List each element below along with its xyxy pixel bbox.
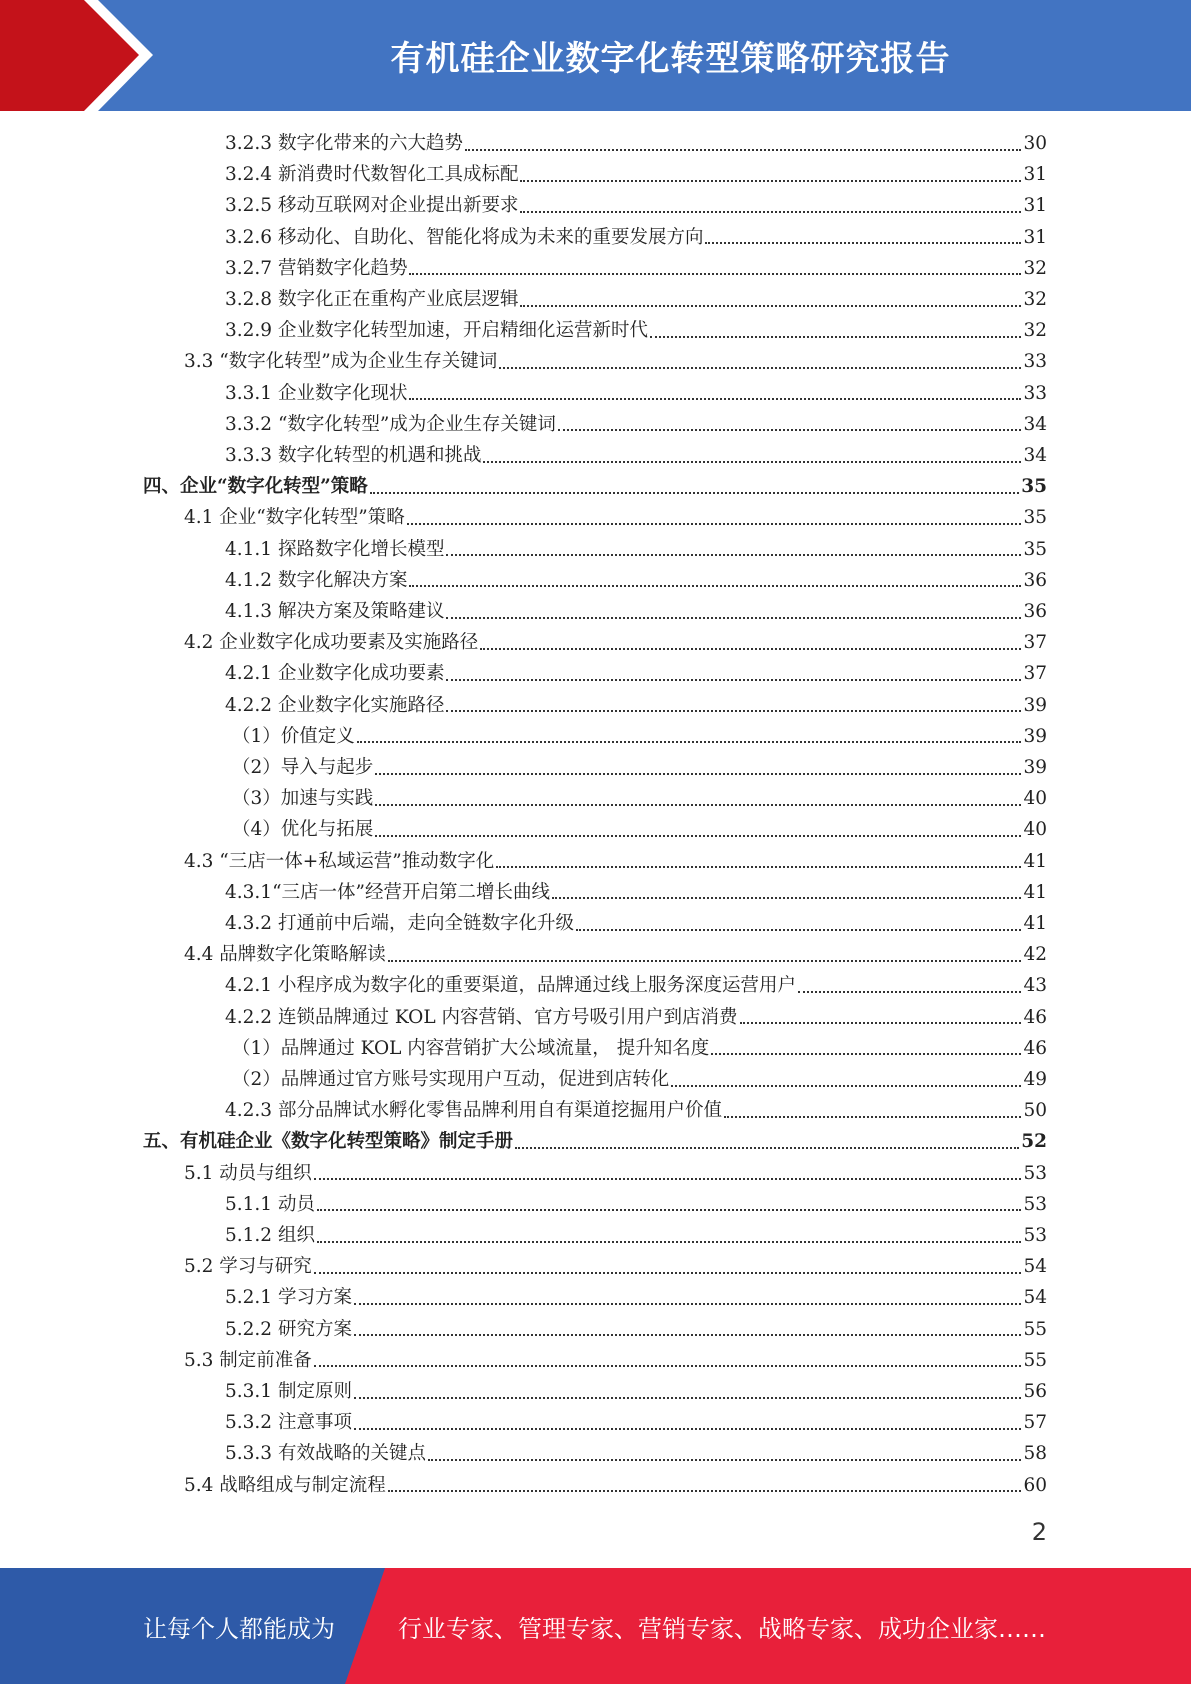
toc-entry-title: 四、企业“数字化转型”策略 bbox=[143, 476, 368, 498]
toc-entry-title: 4.3.2 打通前中后端，走向全链数字化升级 bbox=[225, 913, 574, 934]
toc-entry-title: 4.3 “三店一体+私域运营”推动数字化 bbox=[184, 850, 495, 872]
toc-entry-page: 39 bbox=[1023, 757, 1047, 778]
toc-dot-leader bbox=[711, 1053, 1021, 1055]
toc-dot-leader bbox=[724, 1116, 1021, 1118]
toc-entry-title: 4.1.2 数字化解决方案 bbox=[225, 569, 408, 591]
toc-entry-page: 33 bbox=[1023, 382, 1047, 404]
toc-dot-leader bbox=[558, 429, 1022, 431]
toc-entry-title: 3.3 “数字化转型”成为企业生存关键词 bbox=[184, 351, 498, 373]
toc-entry-title: 3.3.2 “数字化转型”成为企业生存关键词 bbox=[225, 413, 556, 435]
toc-entry-title: 4.2 企业数字化成功要素及实施路径 bbox=[184, 632, 479, 654]
toc-dot-leader bbox=[354, 1334, 1022, 1336]
toc-entry-page: 31 bbox=[1023, 164, 1047, 186]
toc-entry[interactable] bbox=[225, 378, 1047, 409]
toc-entry-title: 5.3.1 制定原则 bbox=[225, 1381, 352, 1402]
toc-entry-title: 4.1.3 解决方案及策略建议 bbox=[225, 601, 445, 622]
toc-dot-leader bbox=[317, 1241, 1022, 1243]
toc-entry[interactable] bbox=[184, 1470, 1047, 1501]
toc-entry-page: 39 bbox=[1023, 725, 1047, 747]
toc-entry-page: 41 bbox=[1023, 850, 1047, 872]
toc-entry-title: 3.2.7 营销数字化趋势 bbox=[225, 257, 408, 279]
toc-entry-title: 5.3.2 注意事项 bbox=[225, 1412, 352, 1434]
toc-entry-title: 3.3.1 企业数字化现状 bbox=[225, 382, 408, 404]
toc-entry[interactable] bbox=[225, 128, 1047, 159]
toc-entry-page: 54 bbox=[1023, 1256, 1047, 1278]
toc-entry-page: 53 bbox=[1023, 1193, 1047, 1215]
toc-dot-leader bbox=[798, 991, 1021, 993]
toc-entry-title: 4.2.2 连锁品牌通过 KOL 内容营销、官方号吸引用户到店消费 bbox=[225, 1006, 738, 1028]
toc-entry[interactable] bbox=[225, 565, 1047, 596]
toc-dot-leader bbox=[650, 336, 1021, 338]
toc-entry[interactable] bbox=[184, 627, 1047, 658]
toc-entry-title: 5.3.3 有效战略的关键点 bbox=[225, 1443, 426, 1465]
toc-entry-page: 53 bbox=[1023, 1162, 1047, 1184]
toc-entry-page: 39 bbox=[1023, 694, 1047, 716]
toc-entry-page: 32 bbox=[1023, 257, 1047, 279]
toc-dot-leader bbox=[409, 273, 1021, 275]
toc-entry-title: 5.4 战略组成与制定流程 bbox=[184, 1474, 386, 1496]
toc-entry-title: 4.2.3 部分品牌试水孵化零售品牌利用自有渠道挖掘用户价值 bbox=[225, 1100, 722, 1122]
toc-entry-page: 33 bbox=[1023, 351, 1047, 373]
toc-entry[interactable] bbox=[225, 440, 1047, 471]
toc-entry[interactable] bbox=[225, 596, 1047, 627]
toc-dot-leader bbox=[357, 741, 1022, 743]
toc-entry-title: 5.2 学习与研究 bbox=[184, 1256, 312, 1278]
toc-entry-page: 37 bbox=[1023, 632, 1047, 654]
toc-entry[interactable] bbox=[184, 502, 1047, 533]
toc-entry-title: 3.2.5 移动互联网对企业提出新要求 bbox=[225, 195, 519, 217]
toc-dot-leader bbox=[520, 305, 1021, 307]
toc-entry-title: （2）导入与起步 bbox=[232, 757, 374, 778]
toc-entry[interactable] bbox=[225, 970, 1047, 1001]
toc-entry-page: 31 bbox=[1023, 226, 1047, 248]
toc-entry[interactable] bbox=[232, 814, 1047, 845]
toc-entry-title: 5.3 制定前准备 bbox=[184, 1349, 312, 1371]
toc-entry[interactable] bbox=[225, 1002, 1047, 1033]
toc-dot-leader bbox=[314, 1272, 1022, 1274]
toc-entry[interactable] bbox=[232, 1033, 1047, 1064]
toc-entry[interactable] bbox=[232, 1064, 1047, 1095]
toc-entry-title: 5.2.2 研究方案 bbox=[225, 1318, 352, 1340]
toc-entry-title: 4.3.1“三店一体”经营开启第二增长曲线 bbox=[225, 881, 550, 903]
page-number: 2 bbox=[1031, 1518, 1047, 1546]
toc-dot-leader bbox=[496, 866, 1021, 868]
toc-entry[interactable] bbox=[225, 284, 1047, 315]
toc-entry-page: 31 bbox=[1023, 195, 1047, 217]
toc-entry-page: 32 bbox=[1023, 320, 1047, 342]
toc-entry[interactable] bbox=[225, 1438, 1047, 1469]
toc-entry-title: 4.2.2 企业数字化实施路径 bbox=[225, 694, 445, 716]
toc-entry-title: 4.1.1 探路数字化增长模型 bbox=[225, 538, 445, 560]
toc-entry-page: 34 bbox=[1023, 413, 1047, 435]
footer-banner bbox=[0, 1568, 1191, 1684]
toc-entry[interactable] bbox=[225, 1282, 1047, 1313]
toc-dot-leader bbox=[407, 523, 1022, 525]
toc-entry[interactable] bbox=[143, 1126, 1047, 1157]
toc-dot-leader bbox=[515, 1147, 1019, 1149]
toc-entry[interactable] bbox=[184, 346, 1047, 377]
toc-entry-title: （4）优化与拓展 bbox=[232, 819, 374, 841]
toc-entry[interactable] bbox=[225, 1220, 1047, 1251]
toc-dot-leader bbox=[375, 835, 1021, 837]
toc-dot-leader bbox=[428, 1459, 1021, 1461]
toc-entry-title: （1）品牌通过 KOL 内容营销扩大公域流量， 提升知名度 bbox=[232, 1037, 710, 1059]
toc-entry-page: 60 bbox=[1023, 1474, 1047, 1496]
toc-entry[interactable] bbox=[225, 1376, 1047, 1407]
toc-entry[interactable] bbox=[225, 1095, 1047, 1126]
toc-entry-title: 3.2.4 新消费时代数智化工具成标配 bbox=[225, 164, 519, 186]
toc-entry-page: 34 bbox=[1023, 445, 1047, 466]
toc-entry-page: 41 bbox=[1023, 913, 1047, 934]
toc-entry-page: 52 bbox=[1021, 1131, 1047, 1153]
toc-entry-page: 55 bbox=[1023, 1318, 1047, 1340]
toc-entry-page: 46 bbox=[1023, 1006, 1047, 1028]
toc-entry-title: （1）价值定义 bbox=[232, 725, 355, 747]
toc-dot-leader bbox=[370, 492, 1019, 494]
toc-entry-page: 56 bbox=[1023, 1381, 1047, 1402]
header-banner bbox=[0, 0, 1191, 111]
footer-slogan-left: 让每个人都能成为 bbox=[143, 1614, 335, 1643]
toc-entry[interactable] bbox=[225, 315, 1047, 346]
toc-dot-leader bbox=[705, 242, 1021, 244]
toc-entry-page: 36 bbox=[1023, 601, 1047, 622]
toc-dot-leader bbox=[388, 960, 1022, 962]
toc-dot-leader bbox=[354, 1428, 1022, 1430]
toc-entry-page: 42 bbox=[1023, 944, 1047, 966]
toc-dot-leader bbox=[576, 929, 1021, 931]
toc-dot-leader bbox=[388, 1490, 1022, 1492]
toc-dot-leader bbox=[314, 1178, 1022, 1180]
toc-entry-page: 53 bbox=[1023, 1225, 1047, 1246]
toc-dot-leader bbox=[375, 804, 1021, 806]
toc-entry-page: 49 bbox=[1023, 1069, 1047, 1090]
toc-entry[interactable] bbox=[184, 846, 1047, 877]
toc-entry-title: 3.2.8 数字化正在重构产业底层逻辑 bbox=[225, 289, 519, 310]
toc-entry-page: 46 bbox=[1023, 1037, 1047, 1059]
toc-entry-title: 五、有机硅企业《数字化转型策略》制定手册 bbox=[143, 1131, 514, 1153]
toc-entry[interactable] bbox=[225, 908, 1047, 939]
toc-entry-title: 3.3.3 数字化转型的机遇和挑战 bbox=[225, 445, 482, 466]
toc-dot-leader bbox=[552, 897, 1021, 899]
toc-entry[interactable] bbox=[184, 939, 1047, 970]
toc-entry[interactable] bbox=[225, 222, 1047, 253]
toc-entry[interactable] bbox=[225, 690, 1047, 721]
toc-dot-leader bbox=[520, 180, 1021, 182]
toc-entry[interactable] bbox=[184, 1158, 1047, 1189]
toc-entry-page: 37 bbox=[1023, 663, 1047, 685]
toc-entry-title: 4.1 企业“数字化转型”策略 bbox=[184, 507, 405, 529]
toc-entry-title: 3.2.9 企业数字化转型加速，开启精细化运营新时代 bbox=[225, 320, 648, 342]
toc-entry-page: 58 bbox=[1023, 1443, 1047, 1465]
toc-entry-page: 35 bbox=[1023, 507, 1047, 529]
toc-entry-page: 57 bbox=[1023, 1412, 1047, 1434]
toc-entry-title: 4.2.1 小程序成为数字化的重要渠道，品牌通过线上服务深度运营用户 bbox=[225, 975, 796, 997]
toc-entry[interactable] bbox=[225, 1314, 1047, 1345]
toc-entry-page: 32 bbox=[1023, 289, 1047, 310]
toc-dot-leader bbox=[480, 648, 1021, 650]
toc-entry-title: 5.1 动员与组织 bbox=[184, 1162, 312, 1184]
toc-entry-title: 5.1.1 动员 bbox=[225, 1193, 315, 1215]
toc-entry[interactable] bbox=[184, 1345, 1047, 1376]
toc-entry[interactable] bbox=[232, 752, 1047, 783]
toc-entry-title: 4.4 品牌数字化策略解读 bbox=[184, 944, 386, 966]
toc-entry-title: 3.2.3 数字化带来的六大趋势 bbox=[225, 133, 463, 154]
toc-entry[interactable] bbox=[232, 721, 1047, 752]
toc-dot-leader bbox=[465, 149, 1021, 151]
toc-entry[interactable] bbox=[225, 253, 1047, 284]
toc-dot-leader bbox=[446, 679, 1021, 681]
toc-dot-leader bbox=[483, 461, 1021, 463]
toc-entry-title: 4.2.1 企业数字化成功要素 bbox=[225, 663, 445, 685]
toc-entry[interactable] bbox=[225, 658, 1047, 689]
toc-entry-page: 54 bbox=[1023, 1287, 1047, 1309]
toc-dot-leader bbox=[446, 554, 1021, 556]
toc-entry-page: 43 bbox=[1023, 975, 1047, 997]
toc-dot-leader bbox=[375, 773, 1021, 775]
toc-dot-leader bbox=[446, 617, 1021, 619]
toc-entry-title: （2）品牌通过官方账号实现用户互动，促进到店转化 bbox=[232, 1069, 670, 1090]
toc-entry[interactable] bbox=[225, 534, 1047, 565]
toc-entry-page: 36 bbox=[1023, 569, 1047, 591]
toc-entry-page: 30 bbox=[1023, 133, 1047, 154]
toc-dot-leader bbox=[499, 367, 1021, 369]
toc-entry-title: 5.2.1 学习方案 bbox=[225, 1287, 352, 1309]
toc-dot-leader bbox=[446, 710, 1021, 712]
toc-dot-leader bbox=[314, 1365, 1022, 1367]
toc-entry-page: 35 bbox=[1023, 538, 1047, 560]
toc-dot-leader bbox=[354, 1397, 1022, 1399]
toc-entry-page: 41 bbox=[1023, 881, 1047, 903]
toc-entry-page: 55 bbox=[1023, 1349, 1047, 1371]
toc-entry[interactable] bbox=[225, 409, 1047, 440]
toc-entry-page: 35 bbox=[1021, 476, 1047, 498]
toc-entry-page: 40 bbox=[1023, 788, 1047, 810]
toc-entry[interactable] bbox=[184, 1251, 1047, 1282]
toc-dot-leader bbox=[671, 1085, 1021, 1087]
toc-entry[interactable] bbox=[225, 190, 1047, 221]
toc-entry-page: 50 bbox=[1023, 1100, 1047, 1122]
header-chevron-decoration bbox=[0, 0, 170, 111]
toc-entry[interactable] bbox=[225, 159, 1047, 190]
document-title: 有机硅企业数字化转型策略研究报告 bbox=[390, 39, 951, 79]
toc-entry[interactable] bbox=[225, 1407, 1047, 1438]
toc-dot-leader bbox=[520, 211, 1021, 213]
toc-entry-page: 40 bbox=[1023, 819, 1047, 841]
toc-entry[interactable] bbox=[232, 783, 1047, 814]
toc-dot-leader bbox=[409, 585, 1021, 587]
toc-entry-title: 5.1.2 组织 bbox=[225, 1225, 315, 1246]
toc-dot-leader bbox=[740, 1022, 1022, 1024]
toc-entry[interactable] bbox=[143, 471, 1047, 502]
toc-dot-leader bbox=[409, 398, 1021, 400]
toc-entry-title: 3.2.6 移动化、自助化、智能化将成为未来的重要发展方向 bbox=[225, 226, 704, 248]
toc-entry[interactable] bbox=[225, 877, 1047, 908]
toc-entry[interactable] bbox=[225, 1189, 1047, 1220]
toc-entry-title: （3）加速与实践 bbox=[232, 788, 374, 810]
toc-dot-leader bbox=[317, 1209, 1022, 1211]
footer-slogan-right: 行业专家、管理专家、营销专家、战略专家、成功企业家…… bbox=[398, 1614, 1046, 1643]
toc-dot-leader bbox=[354, 1303, 1022, 1305]
